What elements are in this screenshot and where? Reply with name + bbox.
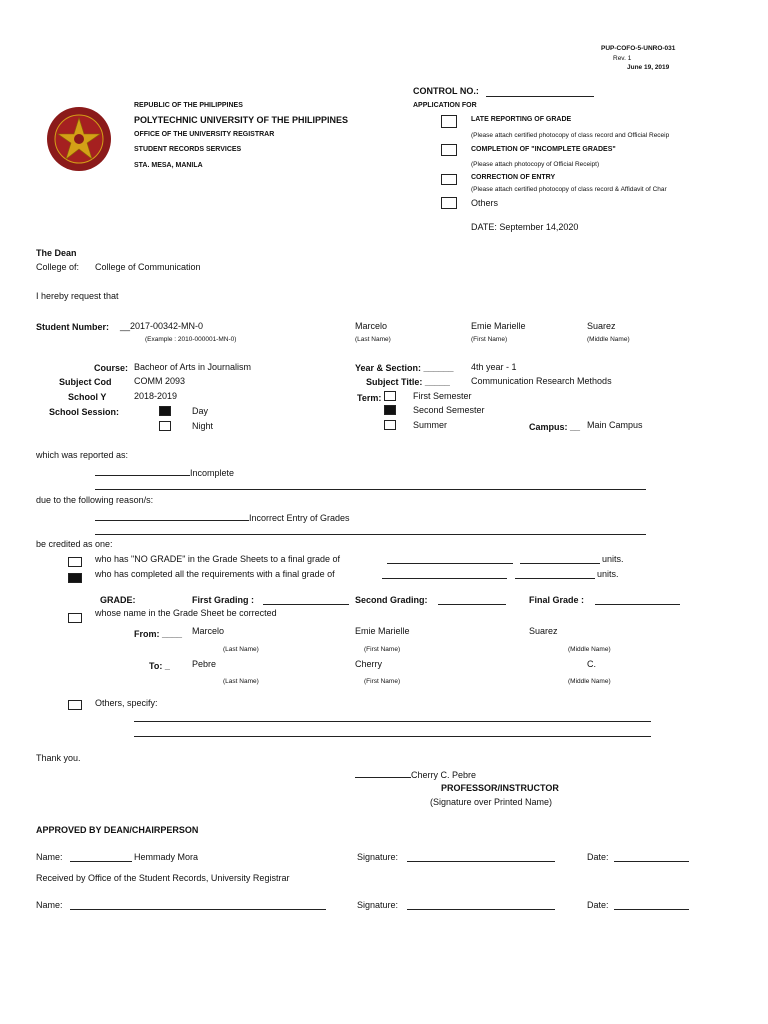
control-number-label: CONTROL NO.: [413, 86, 479, 96]
grade-label: GRADE: [100, 595, 136, 605]
no-grade-label: who has "NO GRADE" in the Grade Sheets to a final grade of [95, 554, 341, 564]
to-first-name: Cherry [355, 659, 383, 669]
student-number-example: (Example : 2010-000001-MN-0) [145, 336, 237, 343]
late-reporting-label: LATE REPORTING OF GRADE [471, 116, 572, 123]
to-first-caption: (First Name) [364, 678, 401, 685]
student-first-name-caption: (First Name) [471, 336, 508, 343]
first-grading-field[interactable] [263, 604, 349, 605]
instructor-signature-field[interactable] [355, 768, 476, 780]
dean-name-value: Hemmady Mora [134, 852, 199, 862]
subject-code-value: COMM 2093 [134, 376, 186, 386]
reported-as-value: Incomplete [190, 468, 235, 478]
reason-value: Incorrect Entry of Grades [249, 513, 350, 523]
correction-entry-checkbox[interactable] [441, 174, 457, 185]
receiver-date-field[interactable] [614, 909, 689, 910]
to-middle-name: C. [587, 659, 596, 669]
correction-entry-label: CORRECTION OF ENTRY [471, 174, 556, 181]
to-last-name: Pebre [192, 659, 217, 669]
summer-label: Summer [413, 420, 448, 430]
student-number-label: Student Number: [36, 322, 109, 332]
student-first-name: Emie Marielle [471, 321, 526, 331]
name-correction-label: whose name in the Grade Sheet be corrected [95, 608, 277, 618]
application-date: DATE: September 14,2020 [471, 222, 579, 232]
incomplete-grades-checkbox[interactable] [441, 144, 457, 156]
others-specify-label: Others, specify: [95, 698, 158, 708]
university-seal [46, 106, 112, 172]
reported-as-line [95, 489, 646, 490]
dean-date-label: Date: [587, 852, 609, 862]
reason-line [95, 534, 646, 535]
to-last-caption: (Last Name) [223, 678, 259, 685]
signature-note: (Signature over Printed Name) [430, 797, 553, 807]
first-semester-label: First Semester [413, 391, 472, 401]
from-last-caption: (Last Name) [223, 646, 259, 653]
year-section-label: Year & Section: ______ [355, 363, 454, 373]
final-grade-label: Final Grade : [529, 595, 585, 605]
student-number-field[interactable]: __2017-00342-MN-0 [120, 321, 204, 331]
receiver-name-label: Name: [36, 900, 63, 910]
course-label: Course: [94, 363, 129, 373]
dean-signature-label: Signature: [357, 852, 399, 862]
dean-name-field[interactable] [70, 861, 132, 862]
reason-label: due to the following reason/s: [36, 495, 154, 505]
first-grading-label: First Grading : [192, 595, 255, 605]
no-grade-final-field[interactable] [387, 563, 513, 564]
school-session-label: School Session: [49, 407, 120, 417]
received-by-text: Received by Office of the Student Records, University Registrar [36, 873, 290, 883]
dean-heading: The Dean [36, 248, 77, 258]
first-semester-checkbox[interactable] [384, 391, 396, 401]
night-session-label: Night [192, 421, 214, 431]
second-grading-field[interactable] [438, 604, 506, 605]
from-first-caption: (First Name) [364, 646, 401, 653]
summer-checkbox[interactable] [384, 420, 396, 430]
second-semester-label: Second Semester [413, 405, 485, 415]
dean-signature-field[interactable] [407, 861, 555, 862]
completed-checkbox[interactable] [68, 573, 82, 583]
dean-date-field[interactable] [614, 861, 689, 862]
student-last-name: Marcelo [355, 321, 388, 331]
from-label: From: ____ [134, 629, 183, 639]
incomplete-grades-label: COMPLETION OF "INCOMPLETE GRADES" [471, 146, 616, 153]
student-middle-name-caption: (Middle Name) [587, 336, 630, 343]
instructor-role: PROFESSOR/INSTRUCTOR [441, 783, 559, 793]
to-middle-caption: (Middle Name) [568, 678, 611, 685]
services-name: STUDENT RECORDS SERVICES [134, 146, 242, 153]
receiver-signature-label: Signature: [357, 900, 399, 910]
incomplete-grades-note: (Please attach photocopy of Official Receipt) [471, 161, 600, 168]
year-section-value: 4th year - 1 [471, 362, 517, 372]
term-label: Term: [357, 393, 382, 403]
others-option-checkbox[interactable] [441, 197, 457, 209]
form-code: PUP-COFO-5-UNRO-031 [601, 45, 676, 52]
day-session-label: Day [192, 406, 209, 416]
others-option-label: Others [471, 198, 499, 208]
to-label: To: _ [149, 661, 170, 671]
others-specify-line-1[interactable] [134, 721, 651, 722]
form-revision: Rev. 1 [613, 55, 632, 62]
from-last-name: Marcelo [192, 626, 225, 636]
campus-label: Campus: __ [529, 422, 581, 432]
school-year-label: School Y [68, 392, 107, 402]
reported-as-field[interactable] [95, 466, 234, 478]
others-specify-line-2[interactable] [134, 736, 651, 737]
second-semester-checkbox[interactable] [384, 405, 396, 415]
final-grade-field[interactable] [595, 604, 680, 605]
student-number-value: 2017-00342-MN-0 [130, 321, 204, 331]
application-for-label: APPLICATION FOR [413, 102, 477, 109]
receiver-date-label: Date: [587, 900, 609, 910]
course-value: Bacheor of Arts in Journalism [134, 362, 252, 372]
subject-title-value: Communication Research Methods [471, 376, 612, 386]
completed-label: who has completed all the requirements with a final grade of [95, 569, 335, 579]
subject-title-label: Subject Title: _____ [366, 377, 450, 387]
from-middle-caption: (Middle Name) [568, 646, 611, 653]
reported-as-label: which was reported as: [36, 450, 129, 460]
correction-entry-note: (Please attach certified photocopy of class record & Affidavit of Char [471, 186, 667, 193]
instructor-name: Cherry C. Pebre [411, 770, 477, 780]
university-name: POLYTECHNIC UNIVERSITY OF THE PHILIPPINES [134, 115, 349, 125]
completed-final-field[interactable] [382, 578, 507, 579]
completed-units-field[interactable] [515, 578, 595, 579]
school-year-value: 2018-2019 [134, 391, 178, 401]
name-correction-checkbox[interactable] [68, 613, 82, 623]
late-reporting-checkbox[interactable] [441, 115, 457, 128]
college-label: College of: [36, 262, 80, 272]
dean-name-label: Name: [36, 852, 63, 862]
late-reporting-note: (Please attach certified photocopy of class record and Official Receip [471, 132, 670, 139]
receiver-signature-field[interactable] [407, 909, 555, 910]
night-session-checkbox[interactable] [159, 421, 171, 431]
receiver-name-field[interactable] [70, 909, 326, 910]
day-session-checkbox[interactable] [159, 406, 171, 416]
no-grade-units-label: units. [602, 554, 624, 564]
request-text: I hereby request that [36, 291, 119, 301]
approved-heading: APPROVED BY DEAN/CHAIRPERSON [36, 825, 199, 835]
from-first-name: Emie Marielle [355, 626, 410, 636]
no-grade-units-field[interactable] [520, 563, 600, 564]
completed-units-label: units. [597, 569, 619, 579]
address-text: STA. MESA, MANILA [134, 162, 203, 169]
credited-as-label: be credited as one: [36, 539, 113, 549]
second-grading-label: Second Grading: [355, 595, 428, 605]
student-last-name-caption: (Last Name) [355, 336, 391, 343]
republic-heading: REPUBLIC OF THE PHILIPPINES [134, 102, 243, 109]
student-middle-name: Suarez [587, 321, 616, 331]
reason-field[interactable] [95, 511, 350, 523]
others-specify-checkbox[interactable] [68, 700, 82, 710]
no-grade-checkbox[interactable] [68, 557, 82, 567]
office-name: OFFICE OF THE UNIVERSITY REGISTRAR [134, 131, 275, 138]
from-middle-name: Suarez [529, 626, 558, 636]
college-value: College of Communication [95, 262, 201, 272]
subject-code-label: Subject Cod [59, 377, 112, 387]
thank-you-text: Thank you. [36, 753, 81, 763]
campus-value: Main Campus [587, 420, 643, 430]
form-date: June 19, 2019 [627, 64, 670, 71]
control-number-field[interactable] [486, 96, 594, 97]
